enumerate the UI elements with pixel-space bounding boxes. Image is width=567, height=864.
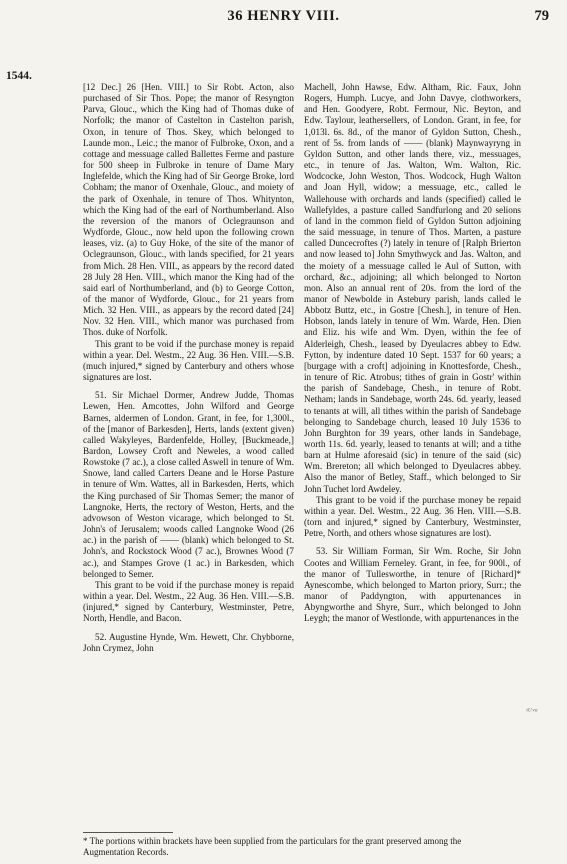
paragraph: This grant to be void if the purchase money is repaid within a year. Del. Westm., 22 Aug. 36 Hen. VIII.—S.B. (injured,* signed by Canterbury, Westminster, Petre, North, Hendle, and Bacon. — [83, 579, 294, 624]
entry-51: 51. Sir Michael Dormer, Andrew Judde, Thomas Lewen, Hen. Amcottes, John Wilford and George Barnes, aldermen of London. Grant, in fee, for 1,300l., of the [manor of Barkesden], Herts, lands (extent given) called Wakyleyes, Bardenfelde, Holley, [Buckmeade,] Bardon, Lowsey Croft and Neweles, a wood called Rowstoke (7 ac.), a close called Aswell in tenure of Wm. Snowe, land called Carters Deane and le Horse Pasture in tenure of Wm. Wattes, all in Barkesden, Herts, which the King purchased of Sir Thomas Semer; the manor of Langnoke, Herts, the rectory of Weston, Herts, and the advowson of Weston vicarage, which belonged to St. John's of Jerusalem; woods called Langnoke Wood (26 ac.) in the parish of —— (blank) which belonged to St. John's, and Rockstock Wood (7 ac.), Brownes Wood (7 ac.), and Stampes Grove (1 ac.) in Barkesden, which belonged to Semer. — [83, 390, 294, 579]
right-column — [304, 82, 521, 625]
paragraph: [12 Dec.] 26 [Hen. VIII.] to Sir Robt. Acton, also purchased of Sir Thos. Pope; the manor of Resyngton Parva, Glouc., which the King had of Thomas duke of Norfolk; the manor of Castelton in Castelton parish, Oxon, in tenure of Thos. Skey, which belonged to Launde mon., Leic.; the manor of Fulbroke, Oxon, and a cottage and messuage called Ballettes Ferme and pasture for 500 sheep in Fulbroke in tenure of Dame Mary Inglefelde, which the King had of Sir George Broke, lord Cobham; the manor of Oxenhale, Glouc., and moiety of the park of Oxenhale, in tenure of Thos. Whitynton, which the King had of the earl of Northumberland. Also the reversion of the manors of Oclegraunson and Wydforde, Glouc., now held upon the following crown leases, viz. (a) to Guy Hoke, of the site of the manor of Oclegraunson, Glouc., with lands specified, for 21 years from Mich. 28 Hen. VIII., as appears by the record dated 28 July 28 Hen. VIII., which manor the King had of the said earl of Northumberland, and (b) to George Cotton, of the manor of Wydforde, Glouc., for 21 years from Mich. 32 Hen. VIII., as appears by the record dated [24] Nov. 32 Hen. VIII., which manor was purchased from Thos. duke of Norfolk. — [83, 82, 294, 338]
paragraph: This grant to be void if the purchase money is repaid within a year. Del. Westm., 22 Aug. 36 Hen. VIII.—S.B. (much injured,* signed by Canterbury and others whose signatures are lost. — [83, 338, 294, 383]
page-header — [0, 6, 567, 30]
footnote-rule — [83, 832, 173, 833]
paragraph: Machell, John Hawse, Edw. Altham, Ric. Faux, John Rogers, Humph. Lucye, and John Davye, clothworkers, and Hen. Goodyere, Robt. Fermour, Nic. Beyton, and Edw. Taylour, leathersellers, of London. Grant, in fee, for 1,013l. 6s. 8d., of the manor of Gyldon Sutton, Chesh., rent of 5s. from lands of —— (blank) Maynwayryng in Gyldon Sutton, and other lands there, viz., messuages, etc., in tenure of Jas. Walton, Wm. Walton, Ric. Wodcocke, John Weston, Thos. Wodcock, Hugh Walton and Joan Hyll, widow; a messuage, etc., called le Wallehouse with orchards and lands (specified) called le Wallefyldes, a pasture called Sandfurlong and 20 selions of land in the common field of Gyldon Sutton adjoining the said messuage, in tenure of Thos. Marten, a pasture called Duncecroftes (?) lately in tenure of [Ralph Brierton and now leased to] John Smythwyck and Jas. Walton, and the moiety of a messuage called le Aul of Sutton, with orchard, &c., adjoining; all which belonged to Norton mon. Also an annual rent of 20s. from the lord of the manor of Newbolde in Astebury parish, lands called le Abbotz Buttz, etc., in Gostre [Chesh.], in tenure of Hen. Hobson, lands lately in tenure of Wm. Warde, Hen. Dien and Eliz. his wife and Wm. Dyen, within the fee of Alderleigh, Chesh., leased by Dyeulacres abbey to Edw. Fytton, by indenture dated 10 Sept. 1537 for 60 years; a [burgage with a croft] adjoining in Knottesforde, Chesh., in tenure of Ric. Atrobus; tithes of grain in Gostr' within the parish of Sandebage, Chesh., in tenure of Robt. Netham; lands in Sandebage, worth 24s. 6d. yearly, leased to tenants at will, all tithes within the parish of Sandebage belonging to Sandebage church, leased 10 July 1536 to John Burghton for 39 years, other lands in Sandebage, worth 11s. 6d. yearly, leased to tenants at will; and a tithe barn at Hulme aforesaid (sic) in tenure of the said (sic) Wm. Brereton; all which belonged to Dyeulacres abbey. Also the manor of Betley, Staff., which belonged to Sir John Tuchet lord Awdeley. — [304, 82, 521, 494]
entry-52: 52. Augustine Hynde, Wm. Hewett, Chr. Chybborne, John Crymez, John — [83, 631, 294, 653]
paragraph: This grant to be void if the purchase money be repaid within a year. Del. Westm., 22 Aug. 36 Hen. VIII.—S.B. (torn and injured,* signed by Canterbury, Westminster, Petre, North, and others whose signatures are lost). — [304, 494, 521, 539]
footnote: * The portions within brackets have been supplied from the particulars for the grant preserved among the Augmentation Records. — [83, 836, 462, 857]
year-marker: 1544. — [6, 70, 32, 82]
page-number: 79 — [534, 8, 549, 24]
entry-53: 53. Sir William Forman, Sir Wm. Roche, Sir John Cootes and William Ferneley. Grant, in fee, for 900l., of the manor of Tullesworthe, in tenure of [Richard]* Aynescombe, which belonged to Marton priory, Surr.; the manor of Paddyngton, with appurtenances in Abyngworthe and Shyre, Surr., which belonged to John Leygh; the manor of Westlonde, with appurtenances in the — [304, 546, 521, 624]
left-column — [83, 82, 294, 654]
running-head: 36 HENRY VIII. — [227, 8, 340, 24]
margin-annotation: ᵗᵁᵛᵃ — [526, 706, 539, 716]
